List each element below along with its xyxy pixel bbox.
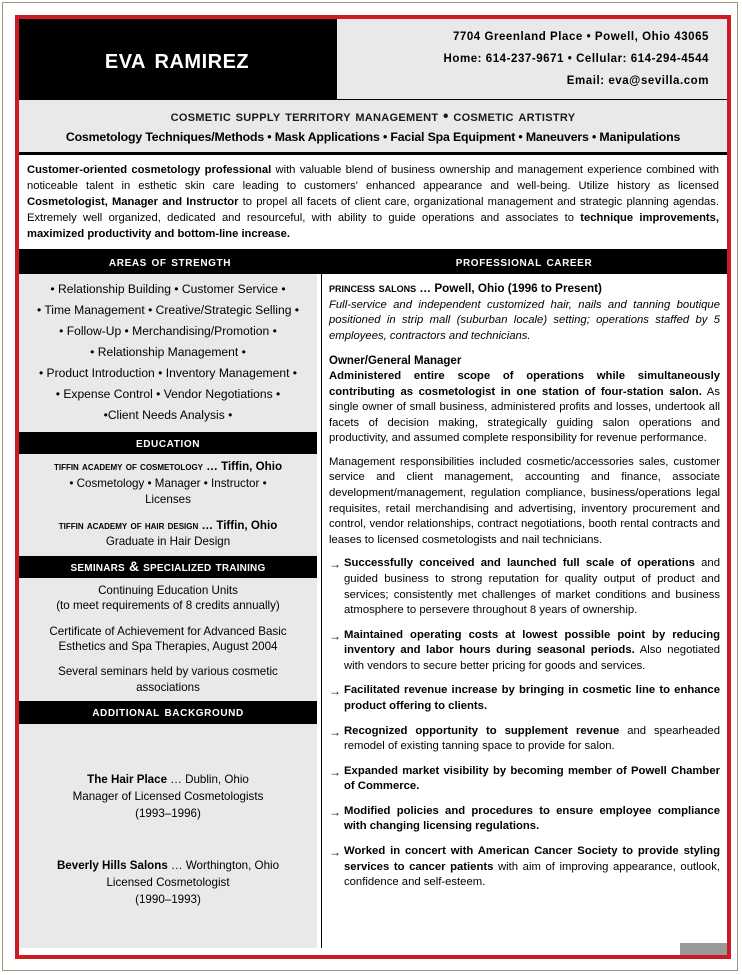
achievement-rest: Also negotiated with vendors to secure better pricing for goods and services.: [344, 644, 720, 672]
achievement-bold: Modified policies and procedures to ensure employee compliance with changing licensing regulations.: [344, 804, 720, 833]
achievement-item: [329, 628, 720, 675]
career-employer-detail: … Powell, Ohio (1996 to Present): [416, 282, 602, 296]
arrow-icon: →: [329, 628, 341, 643]
additional-role: Manager of Licensed Cosmetologists: [72, 789, 264, 803]
achievement-rest: and spearheaded remodel of existing tanning space to provide for salon.: [344, 724, 720, 753]
career-para1-rest: As single owner of small business, administered profits and losses, undertook all facets of decision making, strategically guiding salon operations and productivity, and assumed complete responsibility for revenue performance.: [329, 385, 720, 445]
achievement-bold: Recognized opportunity to supplement revenue: [344, 724, 620, 737]
achievement-bold: Successfully conceived and launched full scale of operations: [344, 557, 695, 570]
contact-phones: Home: 614-237-9671 • Cellular: 614-294-4544: [443, 52, 709, 65]
arrow-icon: →: [329, 764, 341, 779]
additional-org: [25, 771, 311, 788]
spacer: [25, 729, 311, 771]
spacer: [25, 614, 311, 624]
name-block: [19, 19, 335, 99]
education-detail: • Cosmetology • Manager • Instructor •: [69, 476, 267, 490]
career-employer-name: princess salons: [329, 280, 417, 296]
achievement-bold: Worked in concert with American Cancer Society to provide styling services to cancer patients: [344, 845, 720, 873]
arrow-icon: →: [329, 804, 341, 819]
seminar-item: associations: [136, 680, 200, 694]
career-paragraph-2: Management responsibilities included cosmetic/accessories sales, customer service and client management, accounting and finance, associate development/management, regulation compliance, business/operations legal requisites, retail merchandising and advertising, inventory procurement and control, vendor relationships, contract negotiations, booth rental contracts and leases to licensed cosmetologists and nail technicians.: [329, 455, 720, 546]
achievement-item: [329, 556, 720, 618]
arrow-icon: →: [329, 557, 341, 572]
left-column: [19, 274, 321, 948]
achievement-item: [329, 804, 720, 835]
candidate-name: eva ramirez: [104, 42, 250, 75]
section-header-seminars: seminars & specialized training: [19, 557, 317, 577]
achievement-text: [344, 804, 720, 835]
section-header-areas-of-strength: areas of strength: [108, 254, 232, 271]
spacer: [25, 509, 311, 518]
resume-header: [19, 19, 727, 100]
summary-text-a: with valuable blend of business ownership and management experience combined with noticeable talent in esthetic skin care leading to customers' enhanced appearance and well-being. Utilize history as licensed: [27, 163, 719, 192]
achievement-text: [344, 683, 720, 714]
summary-bold-3: technique improvements, maximized productivity and bottom-line increase.: [27, 211, 719, 240]
section-header-professional-career: professional career: [455, 254, 593, 271]
summary-lead-bold: Customer-oriented cosmetology professional: [27, 163, 272, 176]
strength-item: • Follow-Up • Merchandising/Promotion •: [59, 324, 277, 339]
career-job-title: Owner/General Manager: [329, 355, 462, 368]
summary-bold-2: Cosmetologist, Manager and Instructor: [27, 195, 239, 208]
right-column: [321, 274, 727, 948]
education-panel: [19, 454, 317, 557]
areas-of-strength-panel: [19, 274, 317, 432]
strength-item: • Time Management • Creative/Strategic Selling •: [36, 303, 300, 318]
seminar-item: Esthetics and Spa Therapies, August 2004: [58, 640, 278, 654]
column-header-bar: [19, 250, 727, 274]
contact-email: Email: eva@sevilla.com: [566, 75, 709, 88]
additional-org-name: Beverly Hills Salons: [56, 858, 168, 872]
education-school: [25, 459, 311, 475]
education-detail: Graduate in Hair Design: [105, 534, 231, 548]
achievement-item: [329, 683, 720, 714]
achievement-text: [344, 556, 720, 618]
additional-org-name: The Hair Place: [87, 772, 168, 786]
section-header-education: education: [19, 433, 317, 454]
career-company-description: Full-service and independent customized hair, nails and tanning boutique positioned in strip mall (suburban locale) setting; operations staffed by 5 employees, contractors and technicians.: [329, 298, 720, 342]
strength-item: • Relationship Management •: [90, 345, 246, 360]
education-school: [25, 518, 311, 534]
strength-item: • Product Introduction • Inventory Management •: [38, 366, 298, 381]
arrow-icon: →: [329, 684, 341, 699]
additional-years: (1993–1996): [135, 807, 201, 821]
strength-item: • Relationship Building • Customer Service •: [50, 282, 286, 297]
career-paragraph-1: [329, 369, 720, 447]
education-school-location: … Tiffin, Ohio: [203, 460, 283, 474]
achievement-text: [344, 844, 720, 891]
spacer: [25, 823, 311, 857]
achievement-bold: Expanded market visibility by becoming member of Powell Chamber of Commerce.: [344, 764, 720, 793]
achievement-rest: and guided business to strong reputation for quality output of product and services; consistently met challenges of market conditions and business atmosphere to persevere throughout 8 years of ownership.: [344, 557, 720, 617]
achievement-item: [329, 764, 720, 795]
profile-summary: [19, 155, 727, 251]
additional-org-location: … Dublin, Ohio: [167, 772, 249, 786]
section-header-additional-background: additional background: [19, 702, 317, 723]
additional-years: (1990–1993): [135, 893, 201, 907]
seminar-item: Several seminars held by various cosmetic: [58, 665, 278, 679]
achievement-bold: Facilitated revenue increase by bringing in cosmetic line to enhance product offering to clients.: [344, 684, 720, 712]
achievement-bold: Maintained operating costs at lowest possible point by reducing inventory and labor hours during seasonal periods.: [344, 628, 720, 657]
additional-org: [25, 857, 311, 874]
arrow-icon: →: [329, 724, 341, 739]
additional-background-panel: [19, 724, 317, 949]
contact-address: 7704 Greenland Place • Powell, Ohio 43065: [452, 30, 709, 43]
page-corner-tab: [680, 943, 727, 955]
seminar-item: (to meet requirements of 8 credits annually): [56, 599, 280, 613]
education-school-name: tiffin academy of hair design: [58, 518, 199, 532]
summary-text-b: to propel all facets of client care, organizational management and strategic planning agendas. Extremely well organized, dedicated and resourceful, with ability to guide operations and associates to: [27, 195, 719, 224]
education-school-name: tiffin academy of cosmetology: [53, 460, 204, 474]
additional-role: Licensed Cosmetologist: [106, 876, 230, 890]
seminar-item: Continuing Education Units: [98, 583, 238, 597]
strength-item: •Client Needs Analysis •: [103, 407, 233, 422]
tagline-block: [19, 100, 727, 155]
resume-inner: [19, 19, 727, 955]
tagline-primary: cosmetic supply territory management • cosmetic artistry: [170, 108, 576, 125]
career-achievements: [329, 556, 720, 890]
achievement-text: [344, 764, 720, 795]
achievement-text: [344, 628, 720, 675]
seminar-item: Certificate of Achievement for Advanced Basic: [49, 624, 287, 638]
arrow-icon: →: [329, 845, 341, 860]
resume-document: [15, 15, 731, 959]
education-detail: Licenses: [145, 493, 191, 507]
contact-block: [335, 19, 727, 99]
career-employer: [329, 279, 720, 296]
career-para1-bold: Administered entire scope of operations while simultaneously contributing as cosmetologist in one station of four-station salon.: [329, 370, 720, 398]
body-columns: [19, 274, 727, 948]
achievement-item: [329, 844, 720, 891]
page-frame: [2, 2, 738, 971]
spacer: [25, 654, 311, 664]
seminars-panel: [19, 578, 317, 702]
achievement-item: [329, 724, 720, 755]
achievement-text: [344, 724, 720, 755]
tagline-secondary: Cosmetology Techniques/Methods • Mask Applications • Facial Spa Equipment • Maneuvers • Manipulations: [65, 130, 681, 145]
achievement-rest: with aim of improving appearance, outlook, confidence and self-esteem.: [344, 860, 720, 889]
additional-org-location: … Worthington, Ohio: [167, 858, 280, 872]
education-school-location: … Tiffin, Ohio: [198, 518, 278, 532]
strength-item: • Expense Control • Vendor Negotiations •: [55, 387, 281, 402]
